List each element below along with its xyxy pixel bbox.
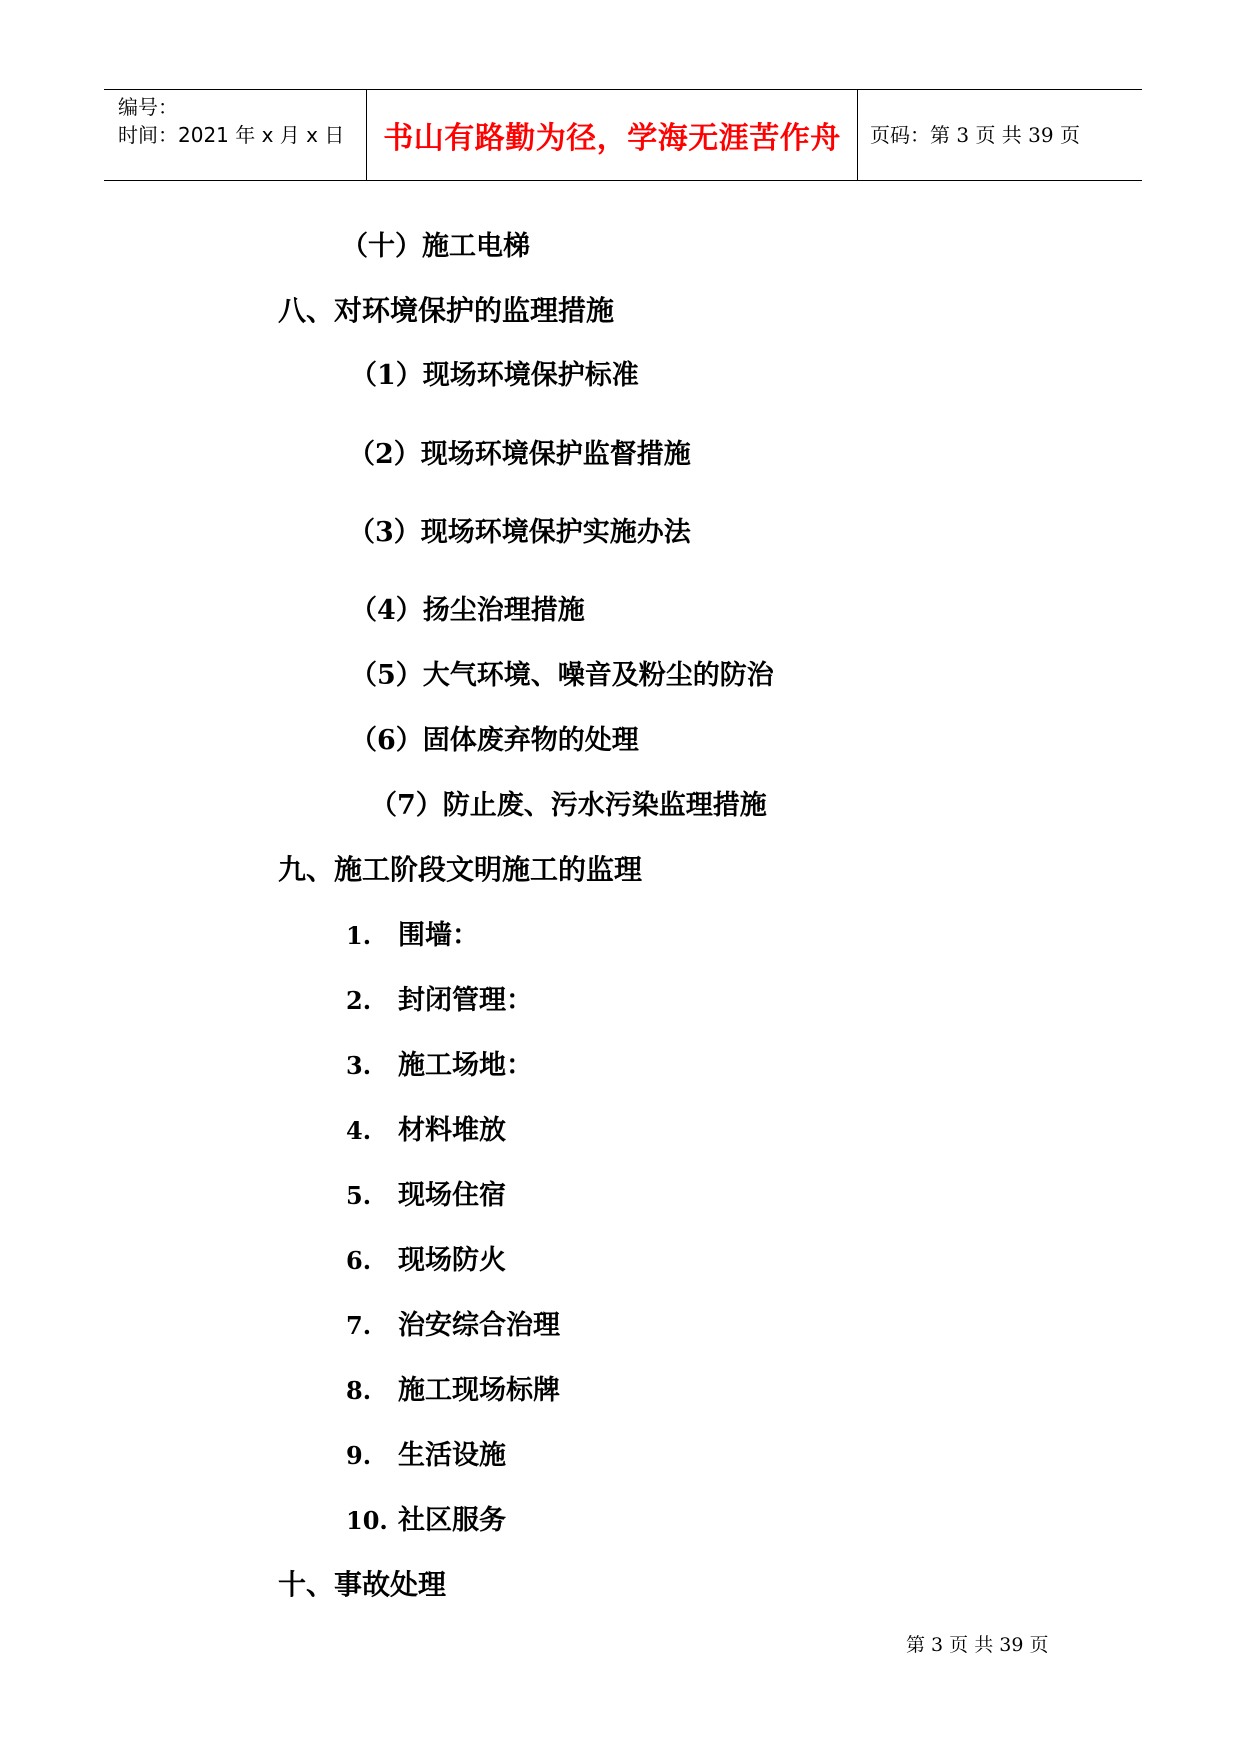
s8-item: （3）现场环境保护实施办法 [348,517,691,548]
header-middle-cell [367,90,858,180]
s8-item: （6）固体废弃物的处理 [350,725,639,756]
s9-item-number: 4. [346,1116,372,1145]
s9-item [346,1043,533,1082]
doc-number: 编号： [118,95,178,119]
doc-time: 时间：2021 年 x 月 x 日 [118,123,345,147]
s9-item [346,1173,506,1212]
s9-item-number: 8. [346,1376,372,1405]
s9-item-text: 社区服务 [398,1505,506,1536]
s9-item-number: 3. [346,1051,372,1080]
s9-item-text: 封闭管理： [398,985,533,1016]
s9-item-text: 材料堆放 [398,1115,506,1146]
s9-item-text: 施工现场标牌 [398,1375,560,1406]
s8-item: （4）扬尘治理措施 [350,595,585,626]
s9-item [346,1368,560,1407]
s9-item-number: 1. [346,921,372,950]
s9-item-text: 生活设施 [398,1440,506,1471]
header-motto: 书山有路勤为径，学海无涯苦作舟 [383,121,841,156]
s9-item [346,1238,506,1277]
s9-item-number: 5. [346,1181,372,1210]
s9-item-number: 2. [346,986,372,1015]
page-header [104,89,1142,181]
s8-item: （7）防止废、污水污染监理措施 [370,790,767,821]
header-left-cell [104,90,367,180]
s9-item-number: 10. [346,1506,388,1535]
header-page-code: 页码：第 3 页 共 39 页 [870,123,1080,147]
s9-item-text: 围墙： [398,920,479,951]
section-8-heading: 八、对环境保护的监理措施 [278,294,615,327]
s9-item-text: 现场防火 [398,1245,506,1276]
page-footer: 第 3 页 共 39 页 [906,1634,1049,1656]
s8-item: （2）现场环境保护监督措施 [348,439,691,470]
s9-item [346,1498,506,1537]
s9-item [346,1303,560,1342]
s9-item-text: 现场住宿 [398,1180,506,1211]
s9-item-text: 施工场地： [398,1050,533,1081]
section-9-heading: 九、施工阶段文明施工的监理 [278,853,643,886]
s9-item-number: 9. [346,1441,372,1470]
s9-item [346,1108,506,1147]
section-10-heading: 十、事故处理 [278,1568,447,1601]
item-10-heading: （十）施工电梯 [341,231,530,262]
s9-item [346,913,479,952]
header-right-cell [858,90,1142,180]
s8-item: （5）大气环境、噪音及粉尘的防治 [350,660,774,691]
s9-item [346,1433,506,1472]
s9-item-number: 7. [346,1311,372,1340]
s9-item [346,978,533,1017]
s9-item-text: 治安综合治理 [398,1310,560,1341]
s8-item: （1）现场环境保护标准 [350,360,639,391]
s9-item-number: 6. [346,1246,372,1275]
